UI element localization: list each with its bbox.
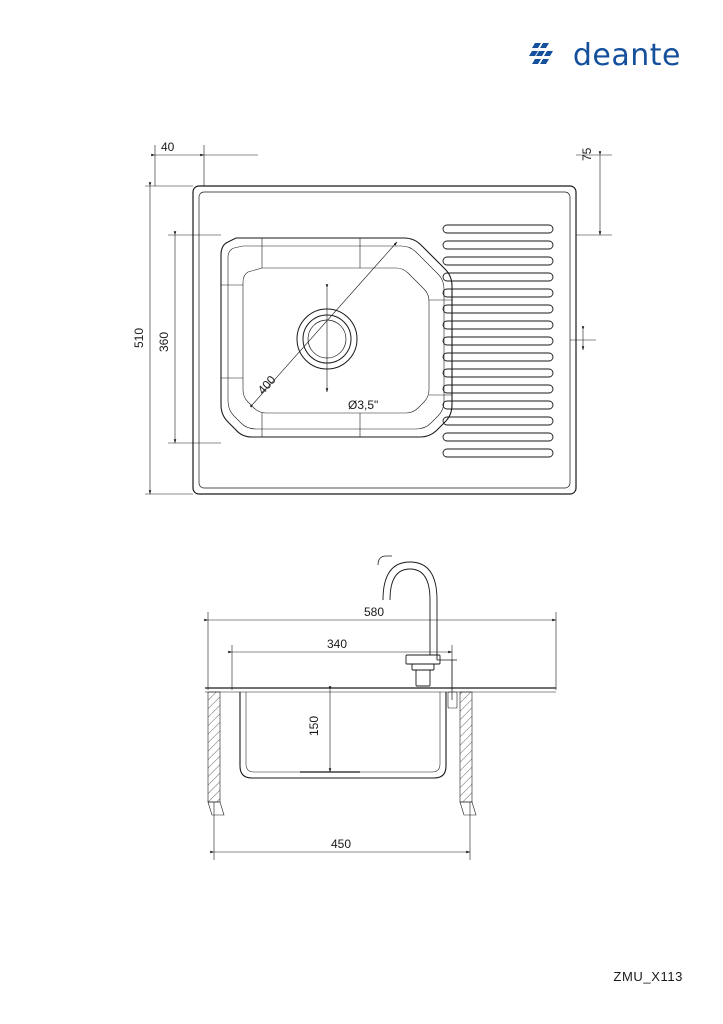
dim-label-40: 40	[161, 140, 175, 154]
dim-label-450: 450	[331, 837, 352, 851]
dim-label-150: 150	[307, 715, 321, 736]
dim-label-510: 510	[132, 327, 146, 348]
top-view-group	[145, 145, 612, 494]
front-section-view-group	[205, 556, 556, 860]
dim-label-580: 580	[364, 605, 385, 619]
dim-label-75: 75	[580, 147, 594, 161]
dim-label-400: 400	[254, 372, 279, 398]
dim-label-360: 360	[157, 331, 171, 352]
dim-label-340: 340	[327, 637, 348, 651]
product-code: ZMU_X113	[613, 969, 683, 984]
dim-label-drain: Ø3,5"	[348, 398, 379, 412]
brand-name: deante	[572, 38, 681, 73]
